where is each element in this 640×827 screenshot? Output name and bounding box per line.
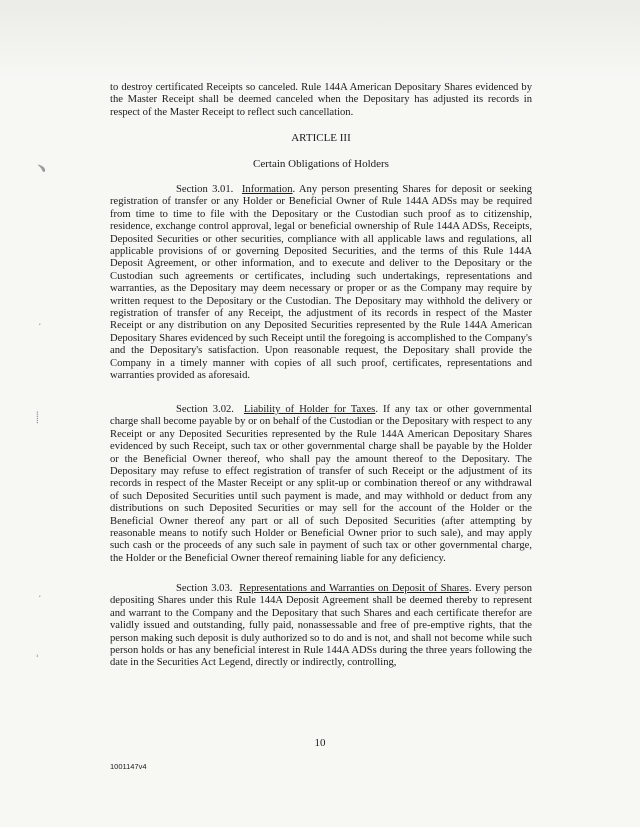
section-body: . Every person depositing Shares under this Rule 144A Deposit Agreement shall be deemed thereby to represent and warrant to the Company and the Depositary that such Shares and each certificate therefor are validly issued and outstanding, fully paid, nonassessable and free of pre-emptive rights, that the person making such deposit is duly authorized so to do and is not, and shall not become while such person holds or has any beneficial interest in Rule 144A ADSs during the three years following the date in the Securities Act Legend, directly or indirectly, controlling, [110,583,533,669]
margin-mark-icon: ﹅ [36,162,47,175]
page-number: 10 [314,737,326,749]
section-title: Information [241,184,293,195]
section-title: Liability of Holder for Taxes [243,404,376,415]
section-3-01 [110,184,532,383]
article-title: Certain Obligations of Holders [253,158,389,170]
section-body: . If any tax or other governmental charge shall become payable by or on behalf of the Custodian or the Depositary with respect to any Receipt or any Deposited Securities represented by the Rule 144A American Depositary Shares evidenced by such Receipt, such tax or other governmental charge shall be payable by the Holder or the Beneficial Owner thereof, who shall pay the amount thereof to the Depositary. The Depositary may refuse to effect registration of transfer of such Receipt or the adjustment of its records in respect of the Master Receipt or any split-up or combination thereof or any withdrawal of such Deposited Securities until such payment is made, and may withhold or deduct from any distributions on such Deposited Securities or may sell for the account of the Holder or the Beneficial Owner thereof any part or all of such Deposited Securities (after attempting by reasonable means to notify such Holder or Beneficial Owner prior to such sale), and may apply such cash or the proceeds of any such sale in payment of such tax or other governmental charge, the Holder or the Beneficial Owner thereof remaining liable for any deficiency. [110,404,532,564]
article-heading: ARTICLE III [291,132,351,144]
margin-mark-icon: · [38,590,42,603]
scan-artifact [0,0,640,80]
section-3-03 [110,583,532,670]
section-title: Representations and Warranties on Deposit of Shares [239,583,469,594]
document-id: 1001147v4 [110,762,147,771]
intro-paragraph: to destroy certificated Receipts so canceled. Rule 144A American Depositary Shares evidenced by the Master Receipt shall be deemed canceled when the Depositary has adjusted its records in respect of the Master Receipt to reflect such cancellation. [110,82,532,118]
margin-mark-icon: ⸽ [36,411,39,424]
section-number: Section 3.01. [176,184,234,195]
section-3-02 [110,404,532,565]
section-number: Section 3.03. [176,583,233,594]
section-number: Section 3.02. [176,404,234,415]
margin-mark-icon: ˒ [36,650,40,663]
margin-mark-icon: · [38,318,42,331]
section-body: . Any person presenting Shares for deposit or seeking registration of transfer or any Holder or Beneficial Owner of Rule 144A ADSs may be required from time to time to file with the Depositary or the Custodian such proof as to citizenship, residence, exchange control approval, legal or beneficial ownership of Rule 144A ADSs, Receipts, Deposited Securities or other securities, compliance with all applicable laws and regulations, all applicable provisions of or governing Deposited Securities, and the terms of this Rule 144A Deposit Agreement, or other information, and to execute and deliver to the Depositary or the Custodian such agreements or certificates, including such undertakings, representations and warranties, as the Depositary may deem necessary or proper or as the Company may require by written request to the Depositary or the Custodian. The Depositary may withhold the delivery or registration of transfer of any Receipt, the adjustment of its records in respect of the Master Receipt or any distribution on any Deposited Securities represented by the Rule 144A American Depositary Shares evidenced by such Receipt until the foregoing is accomplished to the Company's and the Depositary's satisfaction. Upon reasonable request, the Depositary shall provide the Company in a timely manner with copies of all such proof, certificates, representations and warranties provided as aforesaid. [110,184,532,382]
